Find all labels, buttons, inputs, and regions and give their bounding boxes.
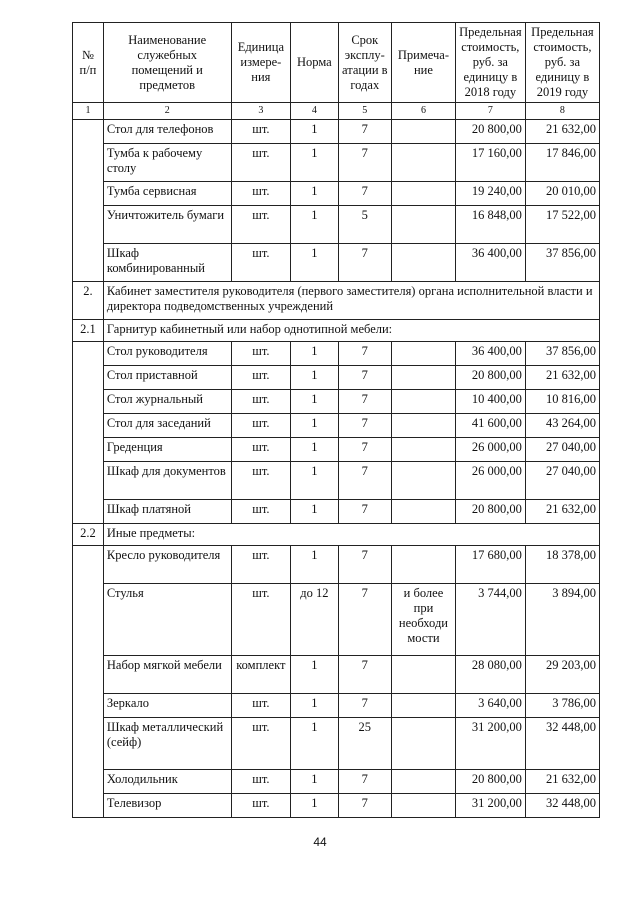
column-number: 2: [103, 103, 231, 120]
section-title: Кабинет заместителя руководителя (первого заместителя) органа исполнительной власти и директора подведомственных учреждений: [103, 282, 599, 320]
item-price-2018: 20 800,00: [455, 120, 525, 144]
item-name: Телевизор: [103, 794, 231, 818]
table-row: [73, 794, 600, 818]
col-header-price-2018: Предельная стоимость, руб. за единицу в 2018 году: [455, 23, 525, 103]
item-term: 7: [338, 584, 392, 656]
item-note: [392, 462, 456, 500]
table-row: [73, 770, 600, 794]
item-norm: 1: [291, 462, 338, 500]
table-row: [73, 656, 600, 694]
col-header-num: № п/п: [73, 23, 104, 103]
item-term: 7: [338, 500, 392, 524]
item-name: Стулья: [103, 584, 231, 656]
item-norm: 1: [291, 770, 338, 794]
item-term: 7: [338, 366, 392, 390]
item-name: Тумба к рабочему столу: [103, 144, 231, 182]
item-unit: шт.: [231, 770, 291, 794]
item-term: 7: [338, 390, 392, 414]
row-number-cell: [73, 546, 104, 818]
item-name: Шкаф комбинированный: [103, 244, 231, 282]
table-row: [73, 462, 600, 500]
item-price-2019: 37 856,00: [525, 244, 599, 282]
item-term: 7: [338, 244, 392, 282]
item-price-2019: 17 846,00: [525, 144, 599, 182]
item-term: 7: [338, 546, 392, 584]
table-row: [73, 718, 600, 770]
item-name: Шкаф металлический (сейф): [103, 718, 231, 770]
item-note: [392, 438, 456, 462]
item-note: [392, 206, 456, 244]
section-number: 2.1: [73, 320, 104, 342]
item-name: Кресло руководителя: [103, 546, 231, 584]
row-number-cell: [73, 342, 104, 524]
item-price-2018: 36 400,00: [455, 342, 525, 366]
item-price-2018: 26 000,00: [455, 462, 525, 500]
item-price-2018: 17 160,00: [455, 144, 525, 182]
item-price-2018: 26 000,00: [455, 438, 525, 462]
item-name: Шкаф для документов: [103, 462, 231, 500]
item-norm: 1: [291, 144, 338, 182]
table-body: [73, 120, 600, 818]
item-name: Греденция: [103, 438, 231, 462]
item-unit: шт.: [231, 144, 291, 182]
item-note: [392, 694, 456, 718]
item-unit: шт.: [231, 438, 291, 462]
column-number: 7: [455, 103, 525, 120]
item-note: [392, 144, 456, 182]
item-price-2018: 28 080,00: [455, 656, 525, 694]
item-price-2019: 29 203,00: [525, 656, 599, 694]
item-unit: шт.: [231, 794, 291, 818]
item-note: [392, 770, 456, 794]
section-title: Иные предметы:: [103, 524, 599, 546]
table-row: [73, 390, 600, 414]
item-price-2019: 27 040,00: [525, 462, 599, 500]
item-price-2018: 16 848,00: [455, 206, 525, 244]
item-price-2018: 31 200,00: [455, 794, 525, 818]
column-number: 6: [392, 103, 456, 120]
col-header-note: Примеча-ние: [392, 23, 456, 103]
item-price-2019: 21 632,00: [525, 770, 599, 794]
item-name: Стол для заседаний: [103, 414, 231, 438]
item-price-2018: 20 800,00: [455, 500, 525, 524]
item-term: 7: [338, 342, 392, 366]
item-note: [392, 546, 456, 584]
item-norm: 1: [291, 718, 338, 770]
item-price-2018: 3 744,00: [455, 584, 525, 656]
item-note: [392, 718, 456, 770]
norms-table: [72, 22, 600, 818]
table-row: [73, 414, 600, 438]
item-norm: 1: [291, 120, 338, 144]
item-name: Шкаф платяной: [103, 500, 231, 524]
item-term: 7: [338, 656, 392, 694]
column-number: 8: [525, 103, 599, 120]
table-row: [73, 500, 600, 524]
item-name: Уничтожитель бумаги: [103, 206, 231, 244]
item-price-2018: 3 640,00: [455, 694, 525, 718]
item-name: Стол для телефонов: [103, 120, 231, 144]
section-number: 2.: [73, 282, 104, 320]
item-price-2019: 21 632,00: [525, 500, 599, 524]
item-price-2019: 3 786,00: [525, 694, 599, 718]
table-row: [73, 342, 600, 366]
item-price-2018: 36 400,00: [455, 244, 525, 282]
column-number: 1: [73, 103, 104, 120]
item-norm: 1: [291, 656, 338, 694]
item-note: [392, 342, 456, 366]
item-name: Набор мягкой мебели: [103, 656, 231, 694]
row-number-cell: [73, 120, 104, 282]
item-unit: шт.: [231, 718, 291, 770]
item-term: 7: [338, 144, 392, 182]
item-term: 7: [338, 182, 392, 206]
item-unit: шт.: [231, 206, 291, 244]
section-row: [73, 320, 600, 342]
col-header-price-2019: Предельная стоимость, руб. за единицу в 2019 году: [525, 23, 599, 103]
item-price-2018: 41 600,00: [455, 414, 525, 438]
section-title: Гарнитур кабинетный или набор однотипной мебели:: [103, 320, 599, 342]
item-unit: шт.: [231, 546, 291, 584]
item-price-2018: 20 800,00: [455, 770, 525, 794]
table-row: [73, 206, 600, 244]
item-price-2019: 3 894,00: [525, 584, 599, 656]
item-price-2019: 17 522,00: [525, 206, 599, 244]
item-note: [392, 500, 456, 524]
item-norm: 1: [291, 182, 338, 206]
table-row: [73, 182, 600, 206]
item-norm: 1: [291, 794, 338, 818]
item-term: 7: [338, 794, 392, 818]
table-row: [73, 694, 600, 718]
section-row: [73, 282, 600, 320]
item-norm: 1: [291, 366, 338, 390]
table-row: [73, 366, 600, 390]
item-unit: шт.: [231, 366, 291, 390]
section-row: [73, 524, 600, 546]
table-row: [73, 244, 600, 282]
item-name: Стол руководителя: [103, 342, 231, 366]
item-unit: шт.: [231, 500, 291, 524]
item-unit: комплект: [231, 656, 291, 694]
item-unit: шт.: [231, 390, 291, 414]
item-name: Стол приставной: [103, 366, 231, 390]
item-unit: шт.: [231, 342, 291, 366]
item-name: Стол журнальный: [103, 390, 231, 414]
col-header-norm: Норма: [291, 23, 338, 103]
item-unit: шт.: [231, 182, 291, 206]
item-price-2019: 32 448,00: [525, 718, 599, 770]
item-name: Холодильник: [103, 770, 231, 794]
item-price-2018: 31 200,00: [455, 718, 525, 770]
column-number: 5: [338, 103, 392, 120]
item-note: и более при необходи мости: [392, 584, 456, 656]
item-norm: 1: [291, 438, 338, 462]
item-norm: 1: [291, 206, 338, 244]
item-norm: 1: [291, 414, 338, 438]
table-row: [73, 120, 600, 144]
col-header-name: Наименование служебных помещений и предметов: [103, 23, 231, 103]
table-row: [73, 144, 600, 182]
table-row: [73, 584, 600, 656]
item-price-2018: 20 800,00: [455, 366, 525, 390]
item-term: 7: [338, 462, 392, 500]
item-note: [392, 244, 456, 282]
item-price-2019: 37 856,00: [525, 342, 599, 366]
item-note: [392, 120, 456, 144]
column-number: 3: [231, 103, 291, 120]
item-unit: шт.: [231, 414, 291, 438]
item-price-2019: 21 632,00: [525, 366, 599, 390]
header-row: [73, 23, 600, 103]
item-price-2018: 19 240,00: [455, 182, 525, 206]
page-number: 44: [313, 835, 327, 849]
item-price-2019: 18 378,00: [525, 546, 599, 584]
item-norm: 1: [291, 342, 338, 366]
item-term: 7: [338, 414, 392, 438]
column-number: 4: [291, 103, 338, 120]
item-term: 5: [338, 206, 392, 244]
section-number: 2.2: [73, 524, 104, 546]
item-term: 7: [338, 770, 392, 794]
item-unit: шт.: [231, 462, 291, 500]
item-price-2018: 17 680,00: [455, 546, 525, 584]
col-header-unit: Единица измере-ния: [231, 23, 291, 103]
item-unit: шт.: [231, 244, 291, 282]
item-note: [392, 390, 456, 414]
item-norm: 1: [291, 244, 338, 282]
item-price-2019: 10 816,00: [525, 390, 599, 414]
item-price-2018: 10 400,00: [455, 390, 525, 414]
item-note: [392, 182, 456, 206]
item-unit: шт.: [231, 120, 291, 144]
item-price-2019: 27 040,00: [525, 438, 599, 462]
item-name: Тумба сервисная: [103, 182, 231, 206]
item-norm: до 12: [291, 584, 338, 656]
item-norm: 1: [291, 694, 338, 718]
table-row: [73, 546, 600, 584]
item-term: 25: [338, 718, 392, 770]
item-term: 7: [338, 694, 392, 718]
item-norm: 1: [291, 500, 338, 524]
item-price-2019: 43 264,00: [525, 414, 599, 438]
item-unit: шт.: [231, 694, 291, 718]
item-price-2019: 32 448,00: [525, 794, 599, 818]
item-note: [392, 656, 456, 694]
item-unit: шт.: [231, 584, 291, 656]
item-norm: 1: [291, 390, 338, 414]
item-price-2019: 21 632,00: [525, 120, 599, 144]
item-term: 7: [338, 120, 392, 144]
column-number-row: [73, 103, 600, 120]
col-header-term: Срок эксплу-атации в годах: [338, 23, 392, 103]
item-note: [392, 414, 456, 438]
item-note: [392, 366, 456, 390]
item-term: 7: [338, 438, 392, 462]
item-note: [392, 794, 456, 818]
table-row: [73, 438, 600, 462]
item-norm: 1: [291, 546, 338, 584]
item-name: Зеркало: [103, 694, 231, 718]
item-price-2019: 20 010,00: [525, 182, 599, 206]
